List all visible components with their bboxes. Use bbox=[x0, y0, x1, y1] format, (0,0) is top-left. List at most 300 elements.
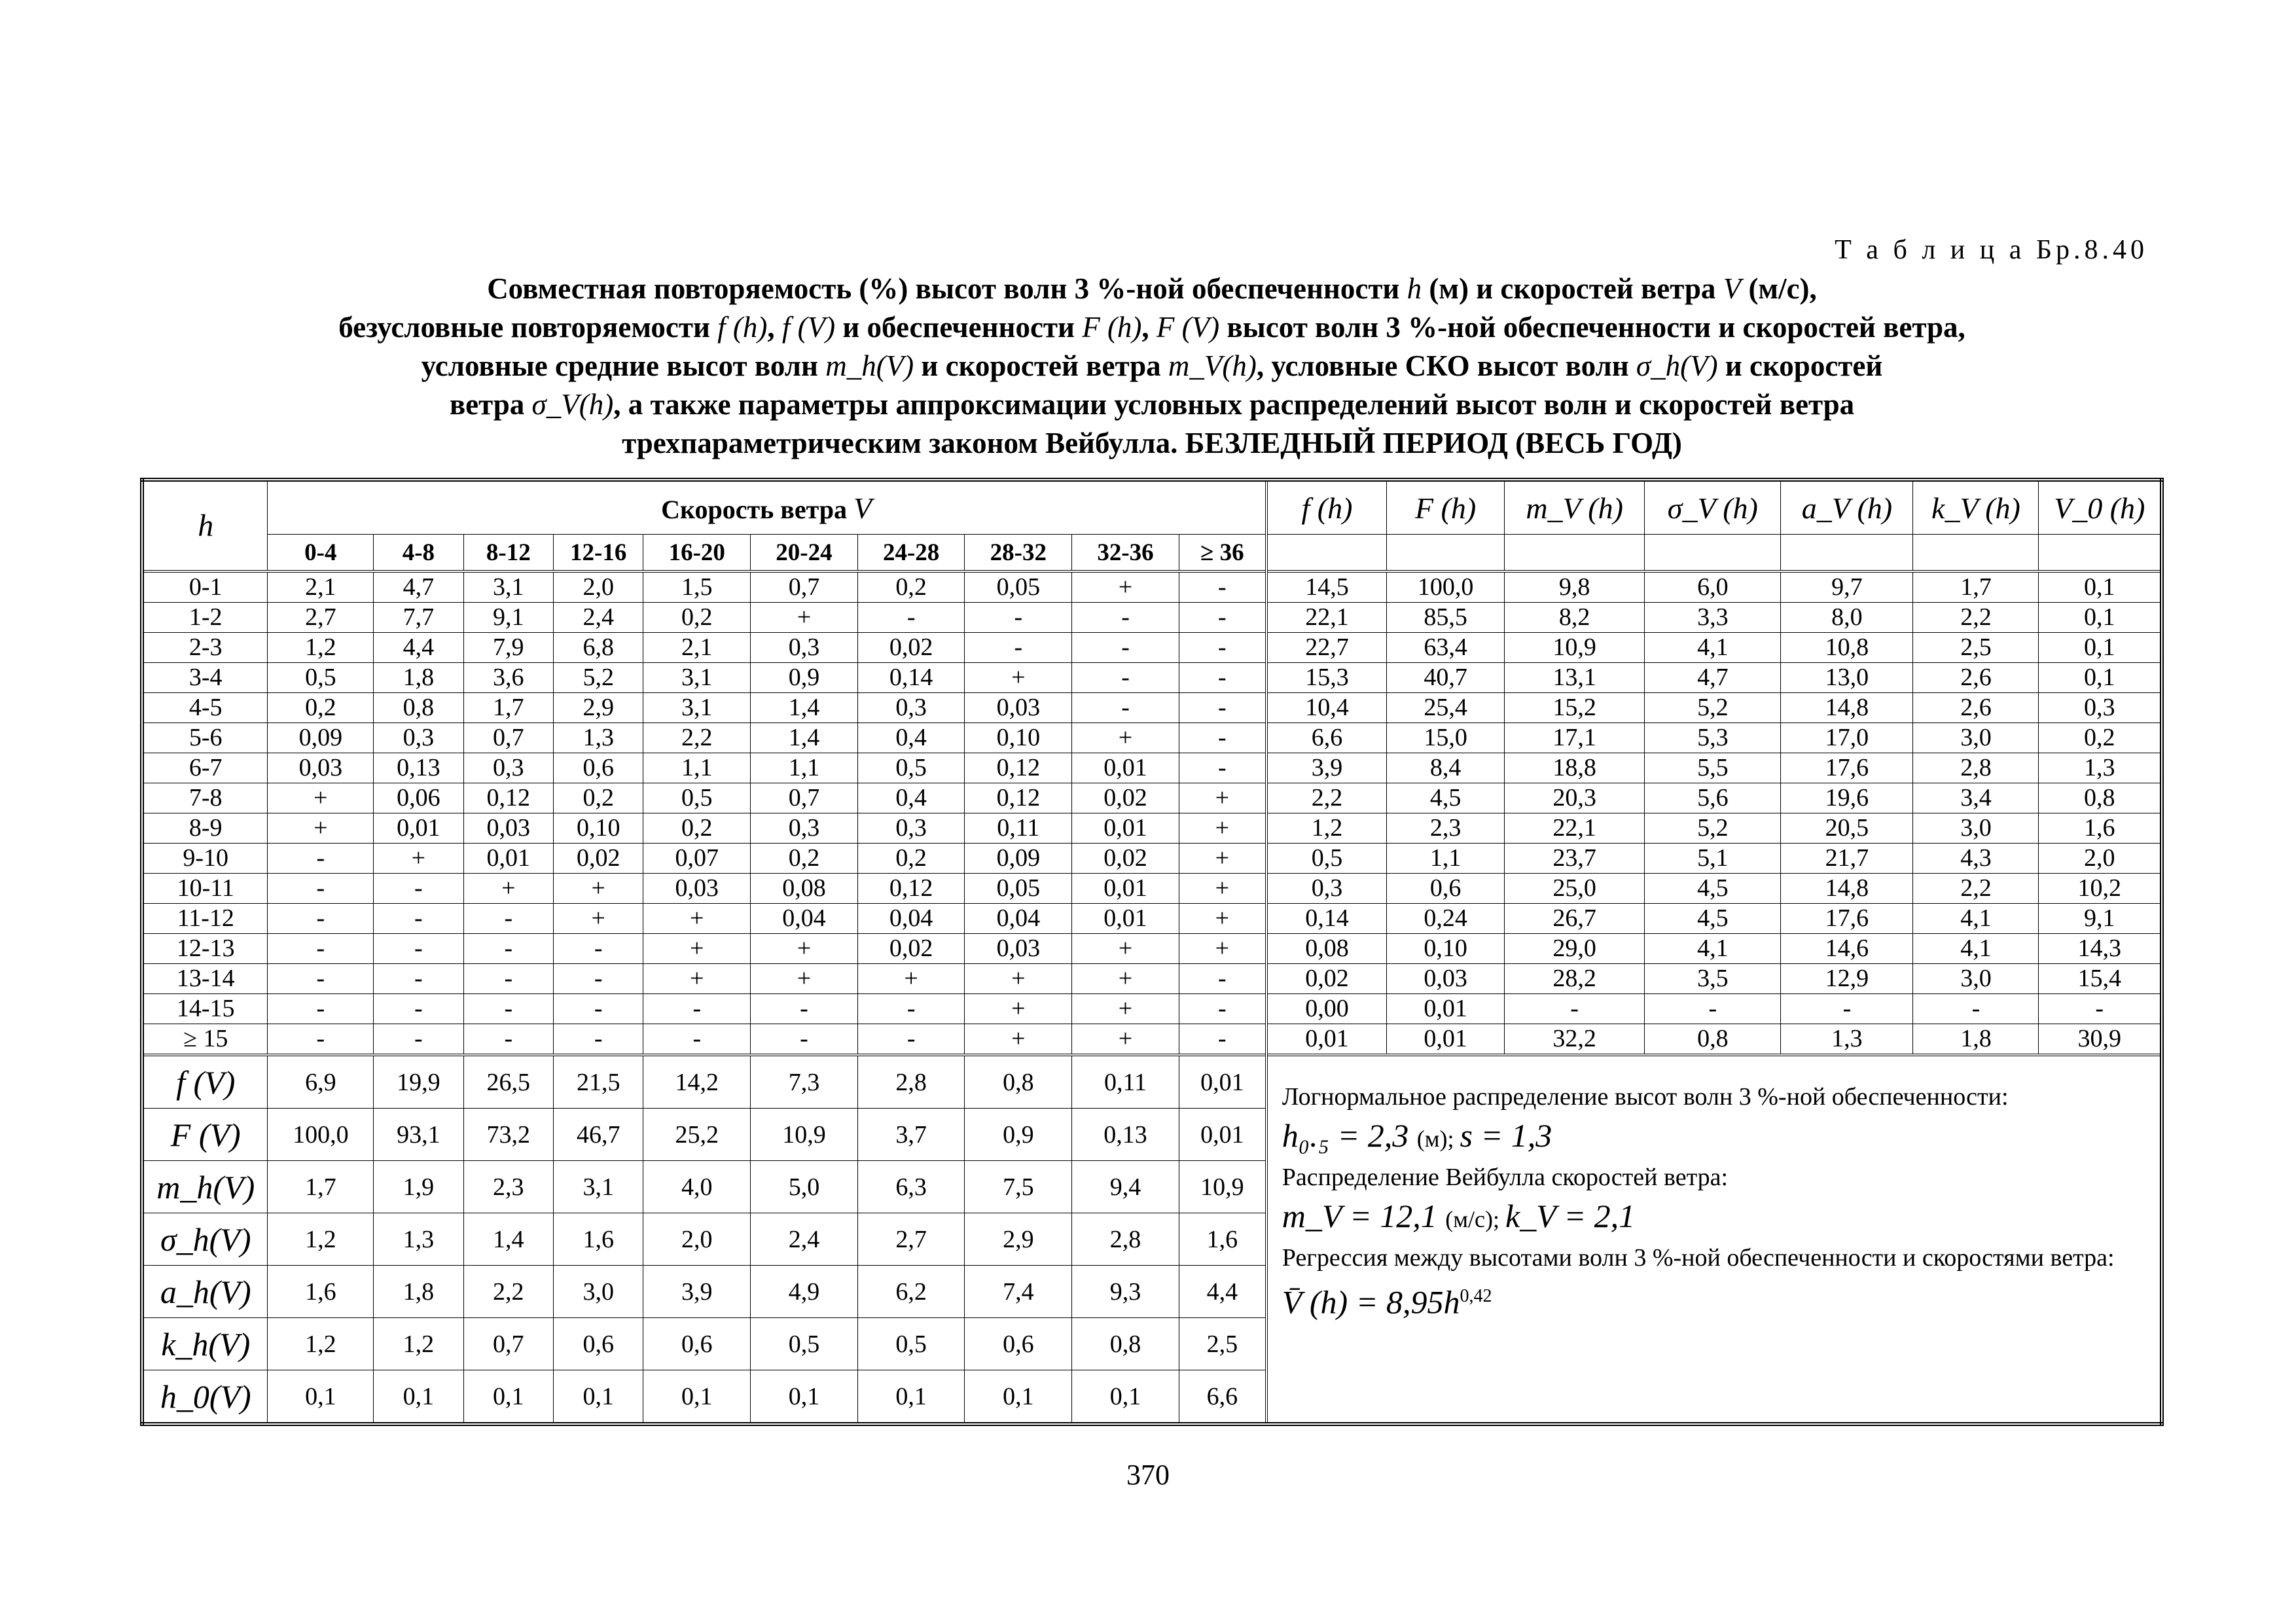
frequency-cell: 0,04 bbox=[857, 904, 965, 934]
speed-bin-header: 32-36 bbox=[1072, 535, 1179, 572]
frequency-cell: 6,8 bbox=[554, 633, 643, 663]
title-math: h bbox=[1407, 272, 1422, 305]
frequency-cell: + bbox=[751, 964, 858, 994]
summary-row bbox=[142, 1055, 2162, 1109]
wind-speed-header-label: Скорость ветра bbox=[661, 494, 854, 524]
summary-cell: 2,4 bbox=[751, 1213, 858, 1266]
table-row bbox=[142, 753, 2162, 783]
summary-cell: 4,4 bbox=[1179, 1266, 1266, 1318]
param-cell: 0,00 bbox=[1266, 994, 1387, 1024]
summary-cell: 0,6 bbox=[554, 1318, 643, 1370]
frequency-cell: 1,3 bbox=[554, 723, 643, 753]
frequency-cell: 0,07 bbox=[643, 844, 751, 874]
frequency-cell: 0,11 bbox=[965, 813, 1072, 844]
summary-label: k_h(V) bbox=[142, 1318, 268, 1370]
summary-cell: 10,9 bbox=[751, 1109, 858, 1161]
frequency-cell: - bbox=[857, 994, 965, 1024]
summary-cell: 0,9 bbox=[965, 1109, 1072, 1161]
frequency-cell: - bbox=[751, 994, 858, 1024]
param-cell: 5,5 bbox=[1645, 753, 1781, 783]
frequency-cell: + bbox=[1072, 934, 1179, 964]
frequency-cell: - bbox=[554, 1024, 643, 1056]
frequency-cell: - bbox=[1179, 994, 1266, 1024]
table-row bbox=[142, 571, 2162, 603]
summary-cell: 6,6 bbox=[1179, 1370, 1266, 1425]
frequency-cell: - bbox=[965, 633, 1072, 663]
frequency-cell: - bbox=[268, 844, 374, 874]
h-range-cell: 5-6 bbox=[142, 723, 268, 753]
frequency-cell: 0,5 bbox=[643, 783, 751, 813]
frequency-cell: 3,1 bbox=[643, 693, 751, 723]
summary-cell: 6,2 bbox=[857, 1266, 965, 1318]
frequency-cell: + bbox=[1179, 813, 1266, 844]
summary-cell: 0,5 bbox=[751, 1318, 858, 1370]
frequency-cell: + bbox=[463, 874, 553, 904]
h-range-cell: 12-13 bbox=[142, 934, 268, 964]
param-cell: 19,6 bbox=[1781, 783, 1913, 813]
param-header: f (h) bbox=[1266, 480, 1387, 535]
h-range-cell: 3-4 bbox=[142, 663, 268, 693]
param-cell: 10,2 bbox=[2039, 874, 2162, 904]
frequency-cell: 0,2 bbox=[751, 844, 858, 874]
param-cell: 1,6 bbox=[2039, 813, 2162, 844]
h-range-cell: 8-9 bbox=[142, 813, 268, 844]
frequency-cell: 5,2 bbox=[554, 663, 643, 693]
param-cell: 0,1 bbox=[2039, 571, 2162, 603]
frequency-cell: - bbox=[1179, 603, 1266, 633]
h-range-cell: 1-2 bbox=[142, 603, 268, 633]
frequency-cell: - bbox=[1179, 663, 1266, 693]
speed-bin-header: 4-8 bbox=[374, 535, 463, 572]
param-cell: - bbox=[1505, 994, 1645, 1024]
summary-cell: 9,4 bbox=[1072, 1161, 1179, 1213]
frequency-cell: 0,08 bbox=[751, 874, 858, 904]
param-cell: 0,3 bbox=[2039, 693, 2162, 723]
h-range-cell: 7-8 bbox=[142, 783, 268, 813]
title-math: V bbox=[1723, 272, 1742, 305]
frequency-cell: 0,3 bbox=[374, 723, 463, 753]
frequency-cell: 0,13 bbox=[374, 753, 463, 783]
param-cell: 8,2 bbox=[1505, 603, 1645, 633]
param-cell: 4,5 bbox=[1645, 874, 1781, 904]
frequency-cell: - bbox=[374, 874, 463, 904]
param-cell: 1,1 bbox=[1387, 844, 1505, 874]
param-cell: 0,01 bbox=[1266, 1024, 1387, 1056]
param-cell: 0,10 bbox=[1387, 934, 1505, 964]
param-cell: 4,1 bbox=[1645, 934, 1781, 964]
title-text: и скоростей bbox=[1717, 349, 1883, 382]
frequency-cell: - bbox=[1179, 964, 1266, 994]
summary-label: σ_h(V) bbox=[142, 1213, 268, 1266]
summary-cell: 19,9 bbox=[374, 1055, 463, 1109]
summary-cell: 1,3 bbox=[374, 1213, 463, 1266]
param-cell: 0,14 bbox=[1266, 904, 1387, 934]
param-cell: 15,4 bbox=[2039, 964, 2162, 994]
param-cell: 0,24 bbox=[1387, 904, 1505, 934]
frequency-cell: 0,7 bbox=[463, 723, 553, 753]
summary-cell: 93,1 bbox=[374, 1109, 463, 1161]
title-text: , условные СКО высот волн bbox=[1256, 349, 1636, 382]
param-cell: 3,0 bbox=[1913, 813, 2039, 844]
frequency-cell: + bbox=[1179, 874, 1266, 904]
param-cell: 85,5 bbox=[1387, 603, 1505, 633]
speed-bin-header: 0-4 bbox=[268, 535, 374, 572]
frequency-cell: 0,01 bbox=[1072, 753, 1179, 783]
frequency-cell: 0,01 bbox=[374, 813, 463, 844]
param-cell: 3,0 bbox=[1913, 964, 2039, 994]
frequency-cell: - bbox=[268, 994, 374, 1024]
frequency-cell: 0,10 bbox=[965, 723, 1072, 753]
title-text: условные средние высот волн bbox=[421, 349, 826, 382]
summary-cell: 2,3 bbox=[463, 1161, 553, 1213]
frequency-cell: - bbox=[1179, 693, 1266, 723]
param-cell: - bbox=[1781, 994, 1913, 1024]
frequency-cell: + bbox=[965, 994, 1072, 1024]
summary-cell: 1,8 bbox=[374, 1266, 463, 1318]
frequency-cell: - bbox=[1179, 753, 1266, 783]
param-header-empty bbox=[2039, 535, 2162, 572]
param-cell: 1,7 bbox=[1913, 571, 2039, 603]
param-cell: 3,0 bbox=[1913, 723, 2039, 753]
frequency-cell: 0,12 bbox=[965, 753, 1072, 783]
table-row bbox=[142, 813, 2162, 844]
frequency-cell: + bbox=[1072, 723, 1179, 753]
param-cell: 14,6 bbox=[1781, 934, 1913, 964]
summary-cell: 1,7 bbox=[268, 1161, 374, 1213]
title-math: f (h) bbox=[717, 311, 768, 344]
param-cell: 17,1 bbox=[1505, 723, 1645, 753]
page-number: 370 bbox=[1126, 1459, 1170, 1491]
formula-unit: (м/с); bbox=[1445, 1206, 1506, 1232]
summary-cell: 2,2 bbox=[463, 1266, 553, 1318]
title-text: и скоростей ветра bbox=[914, 349, 1168, 382]
summary-label: a_h(V) bbox=[142, 1266, 268, 1318]
param-cell: - bbox=[1913, 994, 2039, 1024]
weibull-formula bbox=[1282, 1194, 2145, 1241]
param-cell: 13,1 bbox=[1505, 663, 1645, 693]
frequency-table-wrapper bbox=[140, 478, 2164, 1426]
frequency-cell: 3,1 bbox=[643, 663, 751, 693]
param-cell: 26,7 bbox=[1505, 904, 1645, 934]
h-range-cell: 13-14 bbox=[142, 964, 268, 994]
param-cell: 22,7 bbox=[1266, 633, 1387, 663]
frequency-cell: - bbox=[1179, 1024, 1266, 1056]
summary-cell: 3,9 bbox=[643, 1266, 751, 1318]
param-cell: 1,2 bbox=[1266, 813, 1387, 844]
title-math: σ_V(h) bbox=[531, 388, 614, 421]
frequency-cell: - bbox=[268, 964, 374, 994]
frequency-cell: + bbox=[268, 813, 374, 844]
summary-cell: 0,5 bbox=[857, 1318, 965, 1370]
frequency-cell: 0,4 bbox=[857, 723, 965, 753]
h-range-cell: 0-1 bbox=[142, 571, 268, 603]
frequency-cell: 0,3 bbox=[751, 633, 858, 663]
param-cell: 0,8 bbox=[1645, 1024, 1781, 1056]
param-cell: 0,02 bbox=[1266, 964, 1387, 994]
frequency-cell: 0,6 bbox=[554, 753, 643, 783]
title-math: F (V) bbox=[1156, 311, 1220, 344]
param-header: a_V (h) bbox=[1781, 480, 1913, 535]
summary-cell: 1,6 bbox=[554, 1213, 643, 1266]
summary-cell: 0,7 bbox=[463, 1318, 553, 1370]
formula-unit: (м); bbox=[1416, 1126, 1460, 1152]
title-math: F (h) bbox=[1082, 311, 1142, 344]
summary-cell: 5,0 bbox=[751, 1161, 858, 1213]
h-header: h bbox=[142, 480, 268, 571]
frequency-cell: 0,3 bbox=[751, 813, 858, 844]
frequency-cell: + bbox=[965, 663, 1072, 693]
frequency-cell: - bbox=[1072, 693, 1179, 723]
frequency-cell: 4,4 bbox=[374, 633, 463, 663]
speed-bin-header: 8-12 bbox=[463, 535, 553, 572]
frequency-cell: 0,9 bbox=[751, 663, 858, 693]
param-cell: 0,1 bbox=[2039, 603, 2162, 633]
summary-label: f (V) bbox=[142, 1055, 268, 1109]
title-text: Совместная повторяемость (%) высот волн 3 %-ной обеспеченности bbox=[487, 272, 1407, 305]
table-row bbox=[142, 964, 2162, 994]
frequency-cell: - bbox=[463, 904, 553, 934]
param-cell: 3,9 bbox=[1266, 753, 1387, 783]
param-cell: 0,6 bbox=[1387, 874, 1505, 904]
h-range-cell: 9-10 bbox=[142, 844, 268, 874]
param-cell: 8,0 bbox=[1781, 603, 1913, 633]
summary-cell: 0,1 bbox=[1072, 1370, 1179, 1425]
param-header: σ_V (h) bbox=[1645, 480, 1781, 535]
param-cell: 14,3 bbox=[2039, 934, 2162, 964]
table-title bbox=[131, 270, 2173, 463]
frequency-cell: - bbox=[1179, 633, 1266, 663]
summary-label: F (V) bbox=[142, 1109, 268, 1161]
frequency-cell: - bbox=[965, 603, 1072, 633]
frequency-cell: 2,2 bbox=[643, 723, 751, 753]
frequency-cell: - bbox=[554, 964, 643, 994]
param-cell: 9,7 bbox=[1781, 571, 1913, 603]
param-cell: 9,1 bbox=[2039, 904, 2162, 934]
param-header: F (h) bbox=[1387, 480, 1505, 535]
param-cell: 23,7 bbox=[1505, 844, 1645, 874]
frequency-cell: + bbox=[1072, 994, 1179, 1024]
frequency-cell: 0,3 bbox=[857, 693, 965, 723]
speed-bin-header: 12-16 bbox=[554, 535, 643, 572]
frequency-cell: + bbox=[554, 904, 643, 934]
regression-note: Регрессия между высотами волн 3 %-ной обеспеченности и скоростями ветра: bbox=[1282, 1244, 2115, 1272]
param-cell: 0,03 bbox=[1387, 964, 1505, 994]
title-line-3 bbox=[131, 347, 2173, 385]
frequency-cell: + bbox=[643, 904, 751, 934]
param-cell: 25,0 bbox=[1505, 874, 1645, 904]
formula-text: s = 1,3 bbox=[1460, 1117, 1552, 1154]
table-row bbox=[142, 633, 2162, 663]
frequency-cell: 3,1 bbox=[463, 571, 553, 603]
summary-cell: 100,0 bbox=[268, 1109, 374, 1161]
frequency-cell: 2,1 bbox=[643, 633, 751, 663]
param-cell: 0,1 bbox=[2039, 633, 2162, 663]
frequency-cell: + bbox=[374, 844, 463, 874]
frequency-cell: 3,6 bbox=[463, 663, 553, 693]
summary-cell: 1,6 bbox=[268, 1266, 374, 1318]
frequency-cell: - bbox=[463, 1024, 553, 1056]
frequency-cell: - bbox=[1072, 633, 1179, 663]
frequency-cell: 0,8 bbox=[374, 693, 463, 723]
summary-cell: 21,5 bbox=[554, 1055, 643, 1109]
frequency-cell: 0,03 bbox=[965, 934, 1072, 964]
frequency-cell: 4,7 bbox=[374, 571, 463, 603]
param-header: m_V (h) bbox=[1505, 480, 1645, 535]
param-header-empty bbox=[1781, 535, 1913, 572]
param-cell: 2,3 bbox=[1387, 813, 1505, 844]
frequency-cell: 2,9 bbox=[554, 693, 643, 723]
frequency-cell: - bbox=[374, 904, 463, 934]
param-header: k_V (h) bbox=[1913, 480, 2039, 535]
speed-bin-header: 24-28 bbox=[857, 535, 965, 572]
param-cell: 4,1 bbox=[1913, 934, 2039, 964]
param-cell: 0,01 bbox=[1387, 1024, 1505, 1056]
frequency-cell: - bbox=[554, 994, 643, 1024]
frequency-cell: - bbox=[374, 934, 463, 964]
param-cell: 5,6 bbox=[1645, 783, 1781, 813]
param-cell: 17,6 bbox=[1781, 904, 1913, 934]
param-cell: 5,3 bbox=[1645, 723, 1781, 753]
frequency-cell: 0,2 bbox=[643, 813, 751, 844]
formula-text: h₀.₅ = 2,3 bbox=[1282, 1117, 1417, 1154]
frequency-cell: - bbox=[463, 964, 553, 994]
formula-text: V̄ (h) = 8,95h bbox=[1282, 1283, 1460, 1321]
frequency-cell: 1,7 bbox=[463, 693, 553, 723]
summary-cell: 4,9 bbox=[751, 1266, 858, 1318]
frequency-cell: + bbox=[965, 964, 1072, 994]
summary-cell: 0,1 bbox=[554, 1370, 643, 1425]
param-cell: 2,6 bbox=[1913, 693, 2039, 723]
speed-bin-header: ≥ 36 bbox=[1179, 535, 1266, 572]
param-cell: 3,3 bbox=[1645, 603, 1781, 633]
param-cell: 4,1 bbox=[1645, 633, 1781, 663]
param-cell: 32,2 bbox=[1505, 1024, 1645, 1056]
h-range-cell: 10-11 bbox=[142, 874, 268, 904]
frequency-cell: + bbox=[1179, 904, 1266, 934]
frequency-cell: 0,2 bbox=[857, 571, 965, 603]
summary-cell: 2,7 bbox=[857, 1213, 965, 1266]
param-header-empty bbox=[1645, 535, 1781, 572]
param-cell: 2,8 bbox=[1913, 753, 2039, 783]
param-cell: 10,9 bbox=[1505, 633, 1645, 663]
param-cell: 15,0 bbox=[1387, 723, 1505, 753]
lognormal-note: Логнормальное распределение высот волн 3 %-ной обеспеченности: bbox=[1282, 1083, 2009, 1111]
h-range-cell: 11-12 bbox=[142, 904, 268, 934]
param-cell: 14,8 bbox=[1781, 874, 1913, 904]
param-cell: 8,4 bbox=[1387, 753, 1505, 783]
summary-cell: 0,1 bbox=[268, 1370, 374, 1425]
summary-cell: 2,8 bbox=[857, 1055, 965, 1109]
summary-cell: 10,9 bbox=[1179, 1161, 1266, 1213]
summary-cell: 7,3 bbox=[751, 1055, 858, 1109]
param-cell: 22,1 bbox=[1266, 603, 1387, 633]
param-cell: 4,5 bbox=[1645, 904, 1781, 934]
param-cell: - bbox=[2039, 994, 2162, 1024]
frequency-cell: 1,1 bbox=[643, 753, 751, 783]
title-math: m_h(V) bbox=[825, 349, 914, 382]
param-cell: 2,0 bbox=[2039, 844, 2162, 874]
summary-cell: 0,1 bbox=[751, 1370, 858, 1425]
summary-cell: 1,4 bbox=[463, 1213, 553, 1266]
table-row bbox=[142, 844, 2162, 874]
title-line-4 bbox=[131, 385, 2173, 424]
frequency-cell: 0,7 bbox=[751, 571, 858, 603]
frequency-cell: - bbox=[751, 1024, 858, 1056]
frequency-cell: 0,2 bbox=[857, 844, 965, 874]
frequency-cell: 0,01 bbox=[463, 844, 553, 874]
param-cell: 21,7 bbox=[1781, 844, 1913, 874]
title-text: и обеспеченности bbox=[835, 311, 1083, 344]
summary-cell: 7,5 bbox=[965, 1161, 1072, 1213]
summary-cell: 0,01 bbox=[1179, 1109, 1266, 1161]
table-row bbox=[142, 934, 2162, 964]
param-cell: 1,3 bbox=[2039, 753, 2162, 783]
param-cell: 15,3 bbox=[1266, 663, 1387, 693]
frequency-cell: 1,2 bbox=[268, 633, 374, 663]
frequency-cell: 0,01 bbox=[1072, 813, 1179, 844]
summary-cell: 1,2 bbox=[374, 1318, 463, 1370]
frequency-cell: - bbox=[374, 964, 463, 994]
frequency-cell: 0,02 bbox=[857, 934, 965, 964]
param-cell: 0,5 bbox=[1266, 844, 1387, 874]
param-cell: 12,9 bbox=[1781, 964, 1913, 994]
summary-cell: 26,5 bbox=[463, 1055, 553, 1109]
frequency-cell: + bbox=[268, 783, 374, 813]
param-cell: 0,1 bbox=[2039, 663, 2162, 693]
table-row bbox=[142, 904, 2162, 934]
summary-cell: 25,2 bbox=[643, 1109, 751, 1161]
param-cell: 0,2 bbox=[2039, 723, 2162, 753]
frequency-cell: - bbox=[463, 934, 553, 964]
param-cell: 14,8 bbox=[1781, 693, 1913, 723]
summary-cell: 2,5 bbox=[1179, 1318, 1266, 1370]
title-line-1 bbox=[131, 270, 2173, 308]
table-row bbox=[142, 723, 2162, 753]
frequency-cell: 0,09 bbox=[268, 723, 374, 753]
frequency-cell: + bbox=[1179, 844, 1266, 874]
frequency-cell: + bbox=[1179, 934, 1266, 964]
param-cell: 100,0 bbox=[1387, 571, 1505, 603]
param-cell: 25,4 bbox=[1387, 693, 1505, 723]
summary-cell: 0,6 bbox=[965, 1318, 1072, 1370]
param-cell: 1,3 bbox=[1781, 1024, 1913, 1056]
frequency-cell: 0,02 bbox=[554, 844, 643, 874]
frequency-cell: + bbox=[643, 964, 751, 994]
param-header-empty bbox=[1387, 535, 1505, 572]
param-cell: 14,5 bbox=[1266, 571, 1387, 603]
frequency-cell: 0,7 bbox=[751, 783, 858, 813]
frequency-cell: + bbox=[751, 934, 858, 964]
wind-speed-header bbox=[268, 480, 1266, 535]
summary-cell: 0,1 bbox=[857, 1370, 965, 1425]
param-cell: 4,7 bbox=[1645, 663, 1781, 693]
param-cell: 20,3 bbox=[1505, 783, 1645, 813]
param-cell: 28,2 bbox=[1505, 964, 1645, 994]
param-cell: 40,7 bbox=[1387, 663, 1505, 693]
h-range-cell: ≥ 15 bbox=[142, 1024, 268, 1056]
distribution-notes bbox=[1266, 1055, 2162, 1424]
title-line-5: трехпараметрическим законом Вейбулла. БЕЗЛЕДНЫЙ ПЕРИОД (ВЕСЬ ГОД) bbox=[622, 427, 1682, 459]
frequency-cell: - bbox=[857, 1024, 965, 1056]
param-cell: 13,0 bbox=[1781, 663, 1913, 693]
formula-text: k_V = 2,1 bbox=[1505, 1198, 1636, 1234]
h-range-cell: 6-7 bbox=[142, 753, 268, 783]
summary-cell: 0,1 bbox=[643, 1370, 751, 1425]
param-cell: 3,5 bbox=[1645, 964, 1781, 994]
summary-cell: 1,2 bbox=[268, 1213, 374, 1266]
frequency-cell: + bbox=[1072, 571, 1179, 603]
frequency-cell: 7,9 bbox=[463, 633, 553, 663]
